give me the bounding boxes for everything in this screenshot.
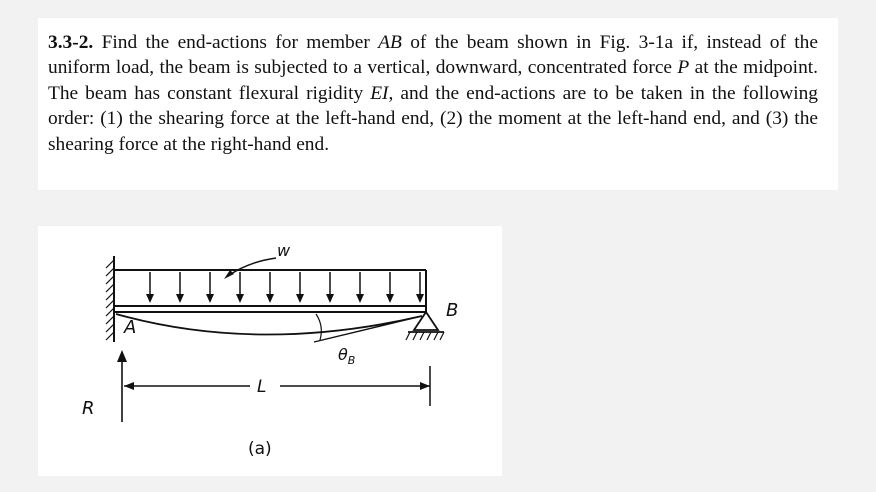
wall-hatching bbox=[106, 260, 114, 340]
load-pointer-head bbox=[224, 270, 234, 279]
load-arrows bbox=[150, 272, 420, 298]
theta-b-label bbox=[338, 345, 355, 367]
problem-text-panel bbox=[38, 18, 838, 190]
span-label: L bbox=[257, 377, 267, 397]
load-label: w bbox=[277, 241, 291, 260]
deflected-curve bbox=[116, 314, 422, 335]
reaction-arrowhead bbox=[117, 350, 127, 362]
point-a-label: A bbox=[124, 317, 137, 338]
tangent-line bbox=[314, 316, 422, 342]
problem-text-segment: , and the end-actions are to be taken in the following order: (1) the shearing force at the left-hand end, (2) the moment at the left-hand end, and (3) the shearing force at the right-hand end. bbox=[48, 82, 818, 155]
force-label: P bbox=[677, 57, 690, 79]
figure-caption: (a) bbox=[248, 439, 272, 459]
load-pointer bbox=[228, 258, 276, 276]
point-b-label: B bbox=[446, 300, 459, 321]
problem-text-segment: at the midpoint. The beam has constant flexural rigidity bbox=[48, 57, 818, 104]
problem-text-segment: Find the end-actions for member bbox=[101, 32, 379, 53]
theta-subscript: B bbox=[347, 354, 356, 367]
problem-number: 3.3-2. bbox=[48, 32, 94, 53]
span-left-arrowhead bbox=[124, 382, 134, 390]
problem-statement bbox=[48, 30, 818, 157]
theta-symbol: θ bbox=[338, 345, 348, 364]
rigidity-label: EI bbox=[370, 82, 389, 104]
beam-figure-panel bbox=[38, 226, 502, 476]
theta-arc bbox=[316, 314, 321, 340]
reaction-label: R bbox=[82, 398, 95, 419]
pin-support bbox=[414, 312, 438, 330]
member-label: AB bbox=[378, 32, 402, 53]
load-arrowheads bbox=[146, 294, 424, 303]
problem-text-segment: of the beam shown in Fig. 3-1a if, instead of the uniform load, the beam is subjected to a vertical, downward, concentrated force bbox=[48, 32, 818, 79]
support-hatching bbox=[406, 332, 444, 340]
span-right-arrowhead bbox=[420, 382, 430, 390]
beam-diagram bbox=[38, 226, 502, 476]
